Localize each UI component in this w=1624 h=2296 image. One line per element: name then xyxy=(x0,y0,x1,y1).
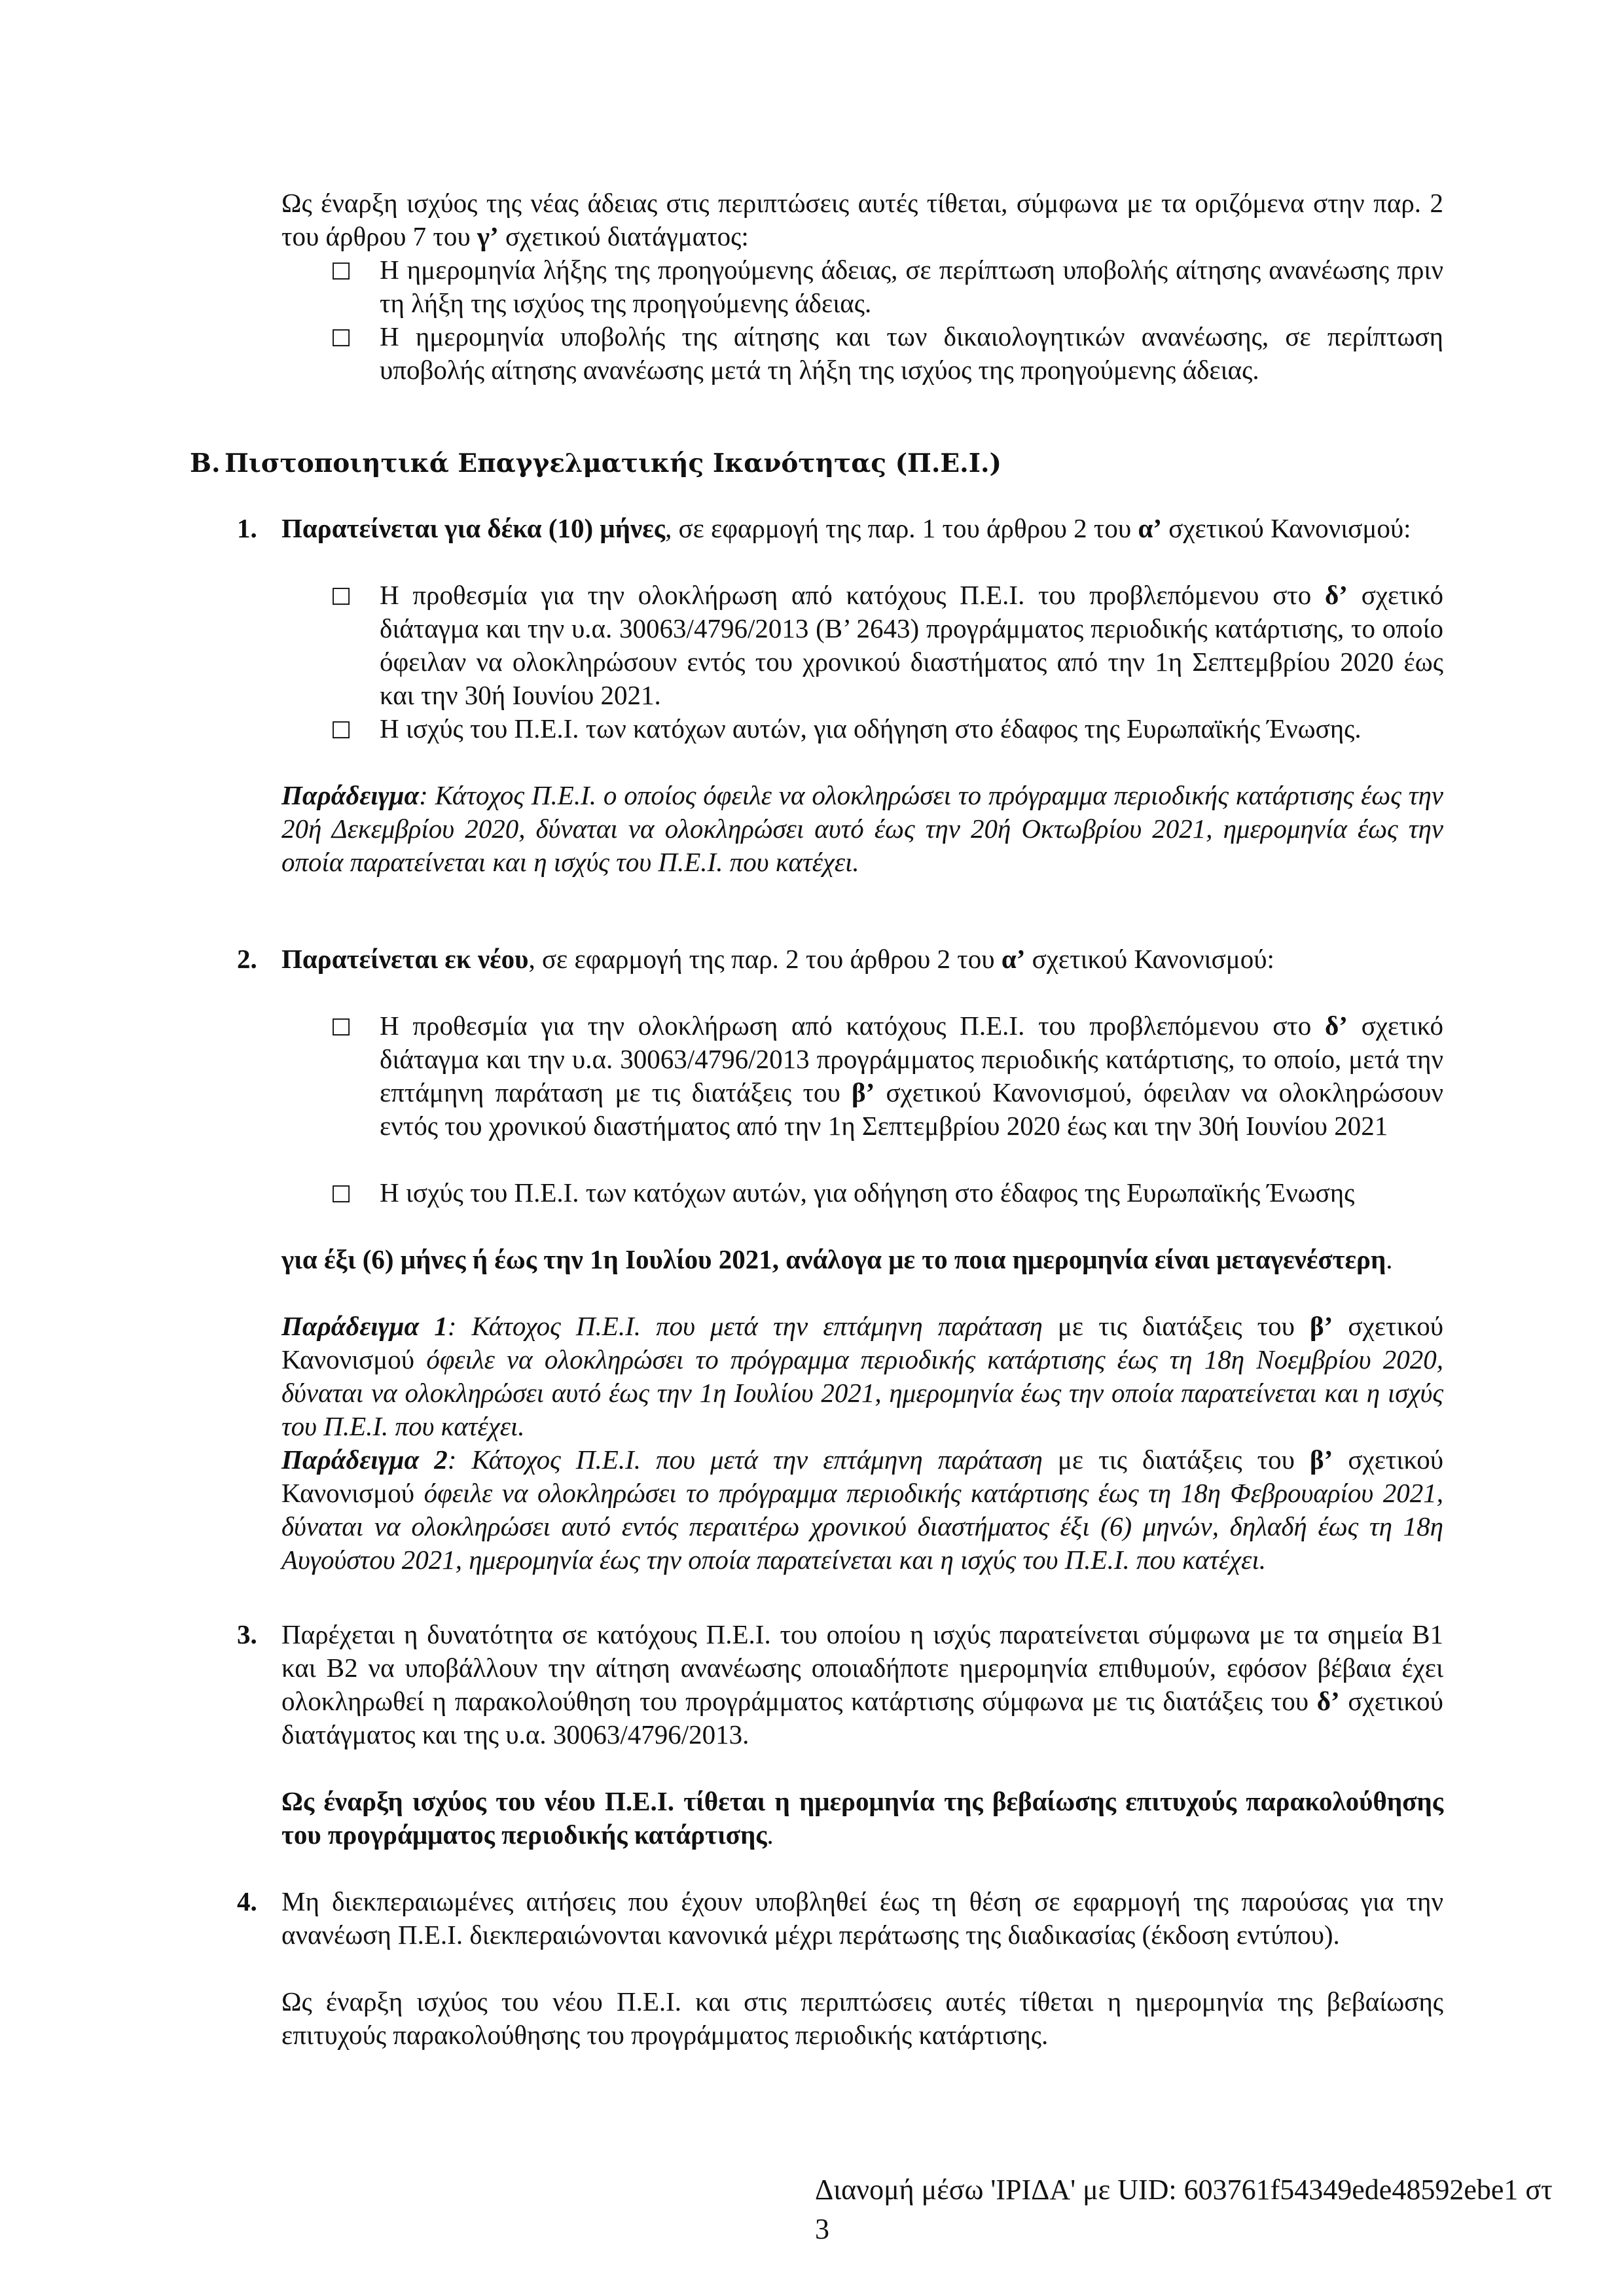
item4-text: Μη διεκπεραιωμένες αιτήσεις που έχουν υποβληθεί έως τη θέση σε εφαρμογή της παρούσας για την ανανέωση Π.Ε.Ι. διεκπεραιώνονται κανονικά μέχρι περάτωσης της διαδικασίας (έκδοση εντύπου). xyxy=(281,1886,1443,1950)
item2-example-2: Παράδειγμα 2: Κάτοχος Π.Ε.Ι. που μετά την επτάμηνη παράταση με τις διατάξεις του β’ σχετικού Κανονισμού όφειλε να ολοκληρώσει το πρόγραμμα περιοδικής κατάρτισης έως τη 18η Φεβρουαρίου 2021, δύναται να ολοκληρώσει αυτό εντός περαιτέρω χρονικού διαστήματος έξι (6) μηνών, δηλαδή έως τη 18η Αυγούστου 2021, ημερομηνία έως την οποία παρατείνεται και η ισχύς του Π.Ε.Ι. που κατέχει. xyxy=(281,1444,1444,1575)
section-b-heading xyxy=(190,447,1001,480)
page-number: 3 xyxy=(815,2213,829,2245)
bullet-icon: □ xyxy=(331,1179,352,1206)
intro-bullet-2: Η ημερομηνία υποβολής της αίτησης και των δικαιολογητικών ανανέωσης, σε περίπτωση υποβολής αίτησης ανανέωσης μετά τη λήξη της ισχύος της προηγούμενης άδειας. xyxy=(380,321,1443,385)
item-number: 4. xyxy=(237,1886,257,1916)
footer-distribution-note: Διανομή μέσω 'ΙΡΙΔΑ' με UID: 603761f54349ede48592ebe1 στ xyxy=(815,2174,1553,2206)
bullet-icon: □ xyxy=(331,1013,352,1039)
bullet-icon: □ xyxy=(331,257,352,283)
item2-condition: για έξι (6) μήνες ή έως την 1η Ιουλίου 2021, ανάλογα με το ποια ημερομηνία είναι μεταγενέστερη. xyxy=(281,1244,1393,1274)
intro-paragraph: Ως έναρξη ισχύος της νέας άδειας στις περιπτώσεις αυτές τίθεται, σύμφωνα με τα οριζόμενα στην παρ. 2 του άρθρου 7 του γ’ σχετικού διατάγματος: xyxy=(281,188,1443,251)
item1-bullet-2: Η ισχύς του Π.Ε.Ι. των κατόχων αυτών, για οδήγηση στο έδαφος της Ευρωπαϊκής Ένωσης. xyxy=(380,713,1362,744)
item1-example: Παράδειγμα: Κάτοχος Π.Ε.Ι. ο οποίος όφειλε να ολοκληρώσει το πρόγραμμα περιοδικής κατάρτισης έως την 20ή Δεκεμβρίου 2020, δύναται να ολοκληρώσει αυτό έως την 20ή Οκτωβρίου 2021, ημερομηνία έως την οποία παρατείνεται και η ισχύς του Π.Ε.Ι. που κατέχει. xyxy=(281,780,1443,877)
bullet-icon: □ xyxy=(331,715,352,742)
item-number: 3. xyxy=(237,1619,257,1649)
item3-conclusion: Ως έναρξη ισχύος του νέου Π.Ε.Ι. τίθεται η ημερομηνία της βεβαίωσης επιτυχούς παρακολούθησης του προγράμματος περιοδικής κατάρτισης. xyxy=(281,1786,1443,1850)
item3-text: Παρέχεται η δυνατότητα σε κατόχους Π.Ε.Ι. του οποίου η ισχύς παρατείνεται σύμφωνα με τα σημεία Β1 και Β2 να υποβάλλουν την αίτηση ανανέωσης οποιαδήποτε ημερομηνία επιθυμούν, εφόσον βέβαια έχει ολοκληρωθεί η παρακολούθηση του προγράμματος κατάρτισης σύμφωνα με τις διατάξεις του δ’ σχετικού διατάγματος και της υ.α. 30063/4796/2013. xyxy=(281,1619,1443,1749)
intro-bullet-1: Η ημερομηνία λήξης της προηγούμενης άδειας, σε περίπτωση υποβολής αίτησης ανανέωσης πριν τη λήξη της ισχύος της προηγούμενης άδειας. xyxy=(380,255,1443,318)
item-number: 2. xyxy=(237,944,257,974)
item1-lead: Παρατείνεται για δέκα (10) μήνες, σε εφαρμογή της παρ. 1 του άρθρου 2 του α’ σχετικού Κανονισμού: xyxy=(281,513,1411,543)
item2-bullet-2: Η ισχύς του Π.Ε.Ι. των κατόχων αυτών, για οδήγηση στο έδαφος της Ευρωπαϊκής Ένωσης xyxy=(380,1177,1355,1208)
item4-text-2: Ως έναρξη ισχύος του νέου Π.Ε.Ι. και στις περιπτώσεις αυτές τίθεται η ημερομηνία της βεβαίωσης επιτυχούς παρακολούθησης του προγράμματος περιοδικής κατάρτισης. xyxy=(281,1986,1443,2050)
item2-lead: Παρατείνεται εκ νέου, σε εφαρμογή της παρ. 2 του άρθρου 2 του α’ σχετικού Κανονισμού: xyxy=(281,944,1274,974)
item2-example-1: Παράδειγμα 1: Κάτοχος Π.Ε.Ι. που μετά την επτάμηνη παράταση με τις διατάξεις του β’ σχετικού Κανονισμού όφειλε να ολοκληρώσει το πρόγραμμα περιοδικής κατάρτισης έως τη 18η Νοεμβρίου 2020, δύναται να ολοκληρώσει αυτό έως την 1η Ιουλίου 2021, ημερομηνία έως την οποία παρατείνεται και η ισχύς του Π.Ε.Ι. που κατέχει. xyxy=(281,1311,1443,1441)
item1-bullet-1: Η προθεσμία για την ολοκλήρωση από κατόχους Π.Ε.Ι. του προβλεπόμενου στο δ’ σχετικό διάταγμα και την υ.α. 30063/4796/2013 (Β’ 2643) προγράμματος περιοδικής κατάρτισης, το οποίο όφειλαν να ολοκληρώσουν εντός του χρονικού διαστήματος από την 1η Σεπτεμβρίου 2020 έως και την 30ή Ιουνίου 2021. xyxy=(380,580,1443,710)
bullet-icon: □ xyxy=(331,582,352,608)
section-letter: Β. xyxy=(190,448,221,478)
item-number: 1. xyxy=(237,513,257,543)
section-title: Πιστοποιητικά Επαγγελματικής Ικανότητας (Π.Ε.Ι.) xyxy=(225,448,1002,478)
item2-bullet-1: Η προθεσμία για την ολοκλήρωση από κατόχους Π.Ε.Ι. του προβλεπόμενου στο δ’ σχετικό διάταγμα και την υ.α. 30063/4796/2013 προγράμματος περιοδικής κατάρτισης, το οποίο, μετά την επτάμηνη παράταση με τις διατάξεις του β’ σχετικού Κανονισμού, όφειλαν να ολοκληρώσουν εντός του χρονικού διαστήματος από την 1η Σεπτεμβρίου 2020 έως και την 30ή Ιουνίου 2021 xyxy=(380,1011,1443,1141)
bullet-icon: □ xyxy=(331,323,352,350)
